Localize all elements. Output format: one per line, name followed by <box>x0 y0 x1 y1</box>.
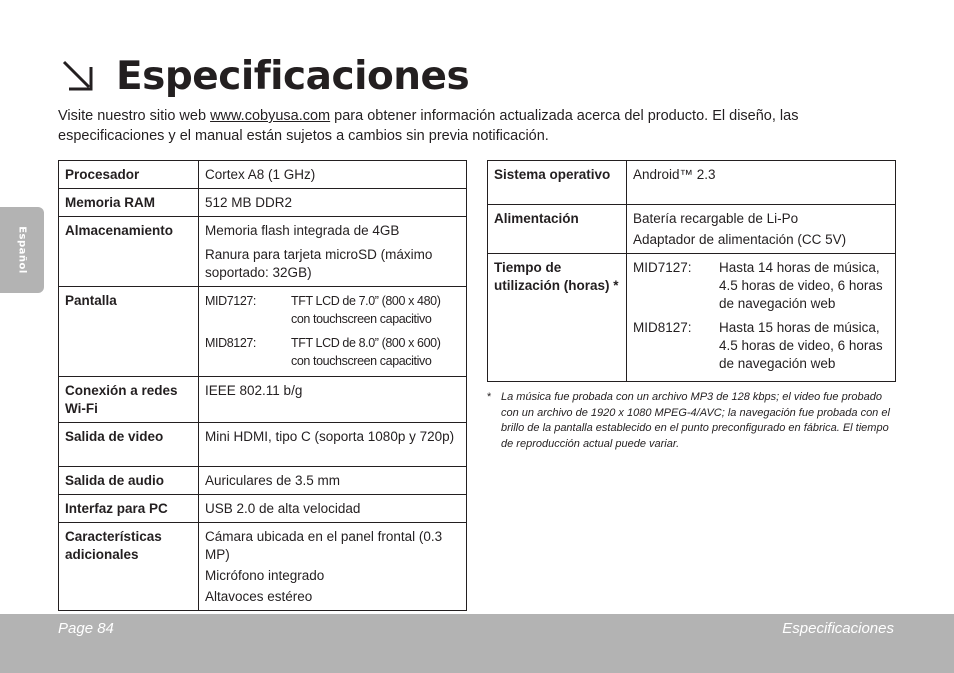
spec-key: Alimentación <box>488 205 627 254</box>
footnote-text: La música fue probada con un archivo MP3 de 128 kbps; el video fue probado con un archivo de 1920 x 1080 MPEG-4/AVC; la navegación fue probada con el brillo de la pantalla establecido en el punto preconfigurado en fábrica. El tiempo de reproducción actual puede variar. <box>501 391 890 450</box>
section-name: Especificaciones <box>782 620 894 637</box>
model-description: TFT LCD de 7.0” (800 x 480) con touchscreen capacitivo <box>291 294 441 326</box>
model-name: MID8127: <box>205 336 256 350</box>
model-entry <box>205 292 460 328</box>
language-tab-label: Español <box>16 226 28 274</box>
spec-value-line: Micrófono integrado <box>205 568 325 583</box>
table-row <box>488 254 896 382</box>
model-description: Hasta 14 horas de música, 4.5 horas de video, 6 horas de navegación web <box>719 260 883 311</box>
spec-key: Salida de video <box>59 423 199 467</box>
footnote-marker: * <box>487 391 492 403</box>
spec-value-line: Ranura para tarjeta microSD (máximo soportado: 32GB) <box>205 247 433 280</box>
model-name: MID7127: <box>633 260 692 275</box>
spec-value-line: Adaptador de alimentación (CC 5V) <box>633 232 847 247</box>
arrow-down-right-icon <box>58 56 98 96</box>
model-entry <box>205 334 460 370</box>
spec-key: Memoria RAM <box>59 189 199 217</box>
page-footer <box>0 614 954 673</box>
spec-value-line: Batería recargable de Li-Po <box>633 211 799 226</box>
table-row <box>59 217 467 287</box>
language-tab <box>0 207 44 293</box>
intro-paragraph <box>58 107 908 146</box>
spec-value: Android™ 2.3 <box>627 161 896 205</box>
table-row <box>59 423 467 467</box>
spec-key: Almacenamiento <box>59 217 199 287</box>
page-number: Page 84 <box>58 620 114 637</box>
table-row <box>59 467 467 495</box>
spec-value <box>199 217 467 287</box>
spec-key: Características adicionales <box>59 523 199 611</box>
spec-key: Procesador <box>59 161 199 189</box>
spec-value: Cortex A8 (1 GHz) <box>199 161 467 189</box>
page-heading <box>58 50 469 102</box>
table-row <box>59 161 467 189</box>
model-entry <box>633 319 889 373</box>
spec-value-line: Altavoces estéreo <box>205 589 313 604</box>
spec-value: USB 2.0 de alta velocidad <box>199 495 467 523</box>
intro-text-end: para obtener información actualizada acerca del producto. El diseño, las especificaciones y el manual están sujetos a cambios sin previa notificación. <box>58 108 799 144</box>
spec-value-line: Memoria flash integrada de 4GB <box>205 223 400 238</box>
spec-key: Salida de audio <box>59 467 199 495</box>
spec-key: Conexión a redes Wi-Fi <box>59 377 199 423</box>
table-row <box>488 205 896 254</box>
spec-value <box>199 523 467 611</box>
table-row <box>59 287 467 377</box>
page-title: Especificaciones <box>116 53 470 99</box>
table-row <box>59 189 467 217</box>
footnote <box>487 390 897 452</box>
model-entry <box>633 259 889 313</box>
table-row <box>59 523 467 611</box>
spec-key: Interfaz para PC <box>59 495 199 523</box>
spec-value <box>199 287 467 377</box>
table-row <box>488 161 896 205</box>
spec-key: Sistema operativo <box>488 161 627 205</box>
table-row <box>59 495 467 523</box>
table-row <box>59 377 467 423</box>
specs-table-left <box>58 160 467 611</box>
spec-value: Auriculares de 3.5 mm <box>199 467 467 495</box>
spec-value <box>627 205 896 254</box>
specs-table-right <box>487 160 896 382</box>
spec-key: Pantalla <box>59 287 199 377</box>
spec-value-line: Cámara ubicada en el panel frontal (0.3 MP) <box>205 529 443 562</box>
website-link[interactable]: www.cobyusa.com <box>210 108 331 124</box>
spec-key: Tiempo de utilización (horas) * <box>488 254 627 382</box>
spec-value: 512 MB DDR2 <box>199 189 467 217</box>
spec-value: IEEE 802.11 b/g <box>199 377 467 423</box>
spec-value <box>627 254 896 382</box>
model-name: MID7127: <box>205 294 256 308</box>
model-description: TFT LCD de 8.0” (800 x 600) con touchscreen capacitivo <box>291 336 441 368</box>
intro-text-start: Visite nuestro sitio web <box>58 108 211 124</box>
model-description: Hasta 15 horas de música, 4.5 horas de video, 6 horas de navegación web <box>719 320 883 371</box>
model-name: MID8127: <box>633 320 692 335</box>
spec-value: Mini HDMI, tipo C (soporta 1080p y 720p) <box>199 423 467 467</box>
